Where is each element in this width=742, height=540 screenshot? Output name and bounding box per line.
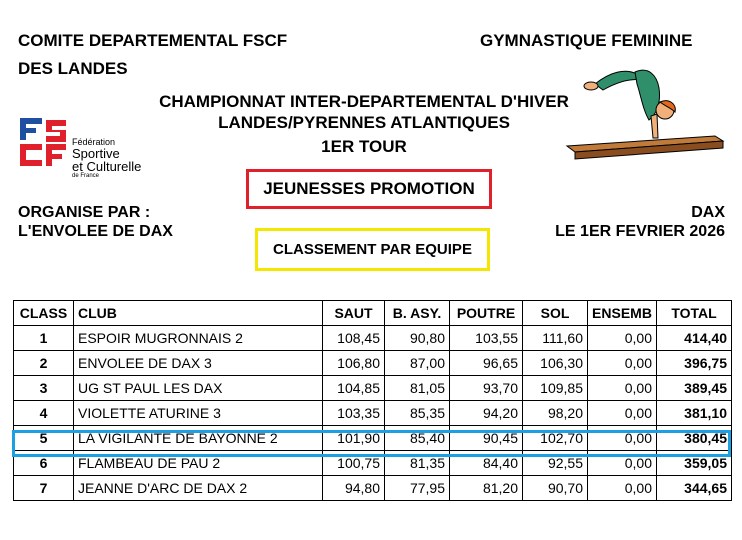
barres-cell: 81,05 (385, 376, 450, 401)
fscf-logo-icon (18, 116, 70, 168)
fscf-logo (18, 116, 163, 179)
logo-line-federation: Fédération (72, 137, 116, 147)
poutre-cell: 81,20 (450, 476, 523, 501)
sol-cell: 106,30 (523, 351, 588, 376)
header-class: CLASS (14, 301, 74, 326)
saut-cell: 106,80 (323, 351, 385, 376)
poutre-cell: 84,40 (450, 451, 523, 476)
ensemble-cell: 0,00 (588, 376, 657, 401)
rank-cell: 5 (14, 426, 74, 451)
poutre-cell: 94,20 (450, 401, 523, 426)
ensemble-cell: 0,00 (588, 401, 657, 426)
event-city: DAX (691, 204, 725, 221)
saut-cell: 101,90 (323, 426, 385, 451)
table-row (14, 351, 732, 376)
total-cell: 380,45 (657, 426, 732, 451)
table-row (14, 476, 732, 501)
rank-cell: 2 (14, 351, 74, 376)
fscf-logo-text (72, 137, 141, 180)
saut-cell: 100,75 (323, 451, 385, 476)
saut-cell: 94,80 (323, 476, 385, 501)
header-sol: SOL (523, 301, 588, 326)
saut-cell: 108,45 (323, 326, 385, 351)
logo-line-sportive: Sportive (72, 146, 120, 161)
barres-cell: 81,35 (385, 451, 450, 476)
sol-cell: 98,20 (523, 401, 588, 426)
sol-cell: 111,60 (523, 326, 588, 351)
total-cell: 396,75 (657, 351, 732, 376)
header-poutre: POUTRE (450, 301, 523, 326)
barres-cell: 77,95 (385, 476, 450, 501)
header-barres: B. ASY. (385, 301, 450, 326)
saut-cell: 104,85 (323, 376, 385, 401)
total-cell: 359,05 (657, 451, 732, 476)
organizer-name: L'ENVOLEE DE DAX (18, 223, 173, 240)
table-row (14, 451, 732, 476)
table-row (14, 376, 732, 401)
club-cell: VIOLETTE ATURINE 3 (74, 401, 323, 426)
poutre-cell: 103,55 (450, 326, 523, 351)
header-total: TOTAL (657, 301, 732, 326)
logo-line-culturelle: et Culturelle (72, 159, 142, 174)
ranking-type-box: CLASSEMENT PAR EQUIPE (255, 228, 490, 271)
club-cell: ENVOLEE DE DAX 3 (74, 351, 323, 376)
poutre-cell: 96,65 (450, 351, 523, 376)
club-cell: LA VIGILANTE DE BAYONNE 2 (74, 426, 323, 451)
ensemble-cell: 0,00 (588, 326, 657, 351)
ranking-table (13, 300, 732, 501)
club-cell: UG ST PAUL LES DAX (74, 376, 323, 401)
gymnast-illustration (565, 58, 735, 163)
table-row (14, 426, 732, 451)
organizer-label: ORGANISE PAR : (18, 204, 151, 221)
club-cell: ESPOIR MUGRONNAIS 2 (74, 326, 323, 351)
club-cell: FLAMBEAU DE PAU 2 (74, 451, 323, 476)
total-cell: 344,65 (657, 476, 732, 501)
logo-line-france: de France (72, 173, 100, 179)
header-saut: SAUT (323, 301, 385, 326)
rank-cell: 3 (14, 376, 74, 401)
championship-round: 1ER TOUR (321, 137, 407, 156)
event-date: LE 1ER FEVRIER 2026 (555, 223, 725, 240)
table-header-row (14, 301, 732, 326)
barres-cell: 85,35 (385, 401, 450, 426)
total-cell: 381,10 (657, 401, 732, 426)
sol-cell: 92,55 (523, 451, 588, 476)
poutre-cell: 93,70 (450, 376, 523, 401)
barres-cell: 85,40 (385, 426, 450, 451)
poutre-cell: 90,45 (450, 426, 523, 451)
category-box: JEUNESSES PROMOTION (246, 169, 492, 209)
rank-cell: 7 (14, 476, 74, 501)
sol-cell: 109,85 (523, 376, 588, 401)
table-row (14, 326, 732, 351)
ensemble-cell: 0,00 (588, 451, 657, 476)
championship-title: CHAMPIONNAT INTER-DEPARTEMENTAL D'HIVER (159, 92, 569, 111)
rank-cell: 4 (14, 401, 74, 426)
saut-cell: 103,35 (323, 401, 385, 426)
championship-region: LANDES/PYRENNES ATLANTIQUES (218, 113, 510, 132)
committee-title: COMITE DEPARTEMENTAL FSCF (18, 31, 288, 50)
ensemble-cell: 0,00 (588, 351, 657, 376)
rank-cell: 1 (14, 326, 74, 351)
total-cell: 414,40 (657, 326, 732, 351)
barres-cell: 90,80 (385, 326, 450, 351)
committee-subtitle: DES LANDES (18, 59, 128, 78)
barres-cell: 87,00 (385, 351, 450, 376)
sol-cell: 102,70 (523, 426, 588, 451)
header-ensemble: ENSEMB (588, 301, 657, 326)
total-cell: 389,45 (657, 376, 732, 401)
table-row (14, 401, 732, 426)
ensemble-cell: 0,00 (588, 476, 657, 501)
rank-cell: 6 (14, 451, 74, 476)
ensemble-cell: 0,00 (588, 426, 657, 451)
club-cell: JEANNE D'ARC DE DAX 2 (74, 476, 323, 501)
header-club: CLUB (74, 301, 323, 326)
sol-cell: 90,70 (523, 476, 588, 501)
discipline-title: GYMNASTIQUE FEMININE (480, 31, 693, 50)
